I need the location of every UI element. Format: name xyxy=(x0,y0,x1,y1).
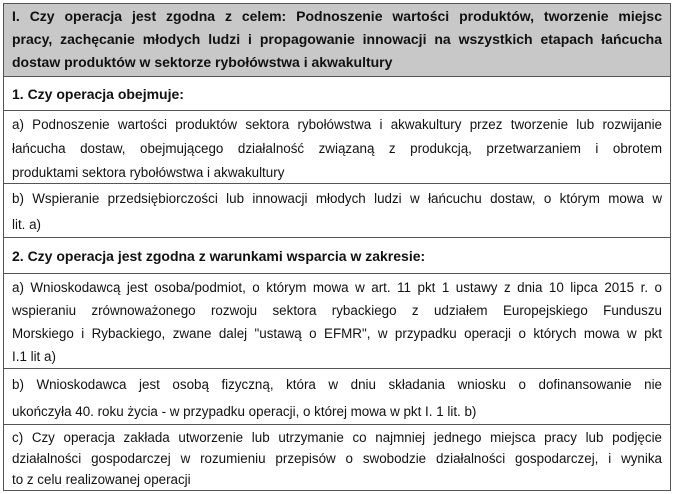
header-line-3: dostaw produktów w sektorze rybołówstwa i akwakultury xyxy=(12,54,393,70)
item-2c-row xyxy=(4,425,670,490)
section-1-title: 1. Czy operacja obejmuje: xyxy=(12,86,184,102)
section-2-title: 2. Czy operacja jest zgodna z warunkami wsparcia w zakresie: xyxy=(12,248,426,264)
item-2c-line-1: c) Czy operacja zakłada utworzenie lub utrzymanie co najmniej jednego miejsca pracy lub podjęcie xyxy=(12,430,662,445)
item-1b-row xyxy=(4,184,670,238)
item-2a-line-1: a) Wnioskodawcą jest osoba/podmiot, o którym mowa w art. 11 pkt 1 ustawy z dnia 10 lipca 2015 r. o xyxy=(12,280,662,295)
item-1a-line-2: łańcucha dostaw, obejmującego działalność związaną z produkcją, przetwarzaniem i obrotem xyxy=(12,141,662,156)
item-2c-line-2: działalności gospodarczej w rozumieniu przepisów o swobodzie działalności gospodarczej, i wynika xyxy=(12,451,662,466)
item-2b-line-1: b) Wnioskodawca jest osobą fizyczną, która w dniu składania wniosku o dofinansowanie nie xyxy=(12,377,662,392)
item-1b-line-2: lit. a) xyxy=(12,217,42,232)
table-header xyxy=(4,4,670,77)
item-1a-row xyxy=(4,111,670,184)
section-2-title-row xyxy=(4,238,670,274)
header-line-2: pracy, zachęcanie młodych ludzi i propagowanie innowacji na wszystkich etapach łańcucha xyxy=(12,31,662,47)
item-2a-row xyxy=(4,274,670,369)
header-line-1: I. Czy operacja jest zgodna z celem: Podnoszenie wartości produktów, tworzenie miejsc xyxy=(12,8,662,24)
item-2a-line-4: I.1 lit a) xyxy=(12,349,56,364)
item-2c-line-3: to z celu realizowanej operacji xyxy=(12,472,191,487)
item-2b-line-2: ukończyła 40. roku życia - w przypadku operacji, o której mowa w pkt I. 1 lit. b) xyxy=(12,404,477,419)
item-2a-line-2: wspieraniu zrównoważonego rozwoju sektora rybackiego z udziałem Europejskiego Funduszu xyxy=(12,303,662,318)
item-1a-line-3: produktami sektora rybołówstwa i akwakultury xyxy=(12,165,285,180)
section-1-title-row xyxy=(4,77,670,111)
item-2a-line-3: Morskiego i Rybackiego, zwane dalej "ustawą o EFMR", w przypadku operacji o których mowa w pkt xyxy=(12,326,662,341)
item-1a-line-1: a) Podnoszenie wartości produktów sektora rybołówstwa i akwakultury przez tworzenie lub rozwijanie xyxy=(12,117,662,132)
item-2b-row xyxy=(4,369,670,425)
criteria-table xyxy=(3,3,671,491)
item-1b-line-1: b) Wspieranie przedsiębiorczości lub innowacji młodych ludzi w łańcuchu dostaw, o którym mowa w xyxy=(12,191,662,206)
